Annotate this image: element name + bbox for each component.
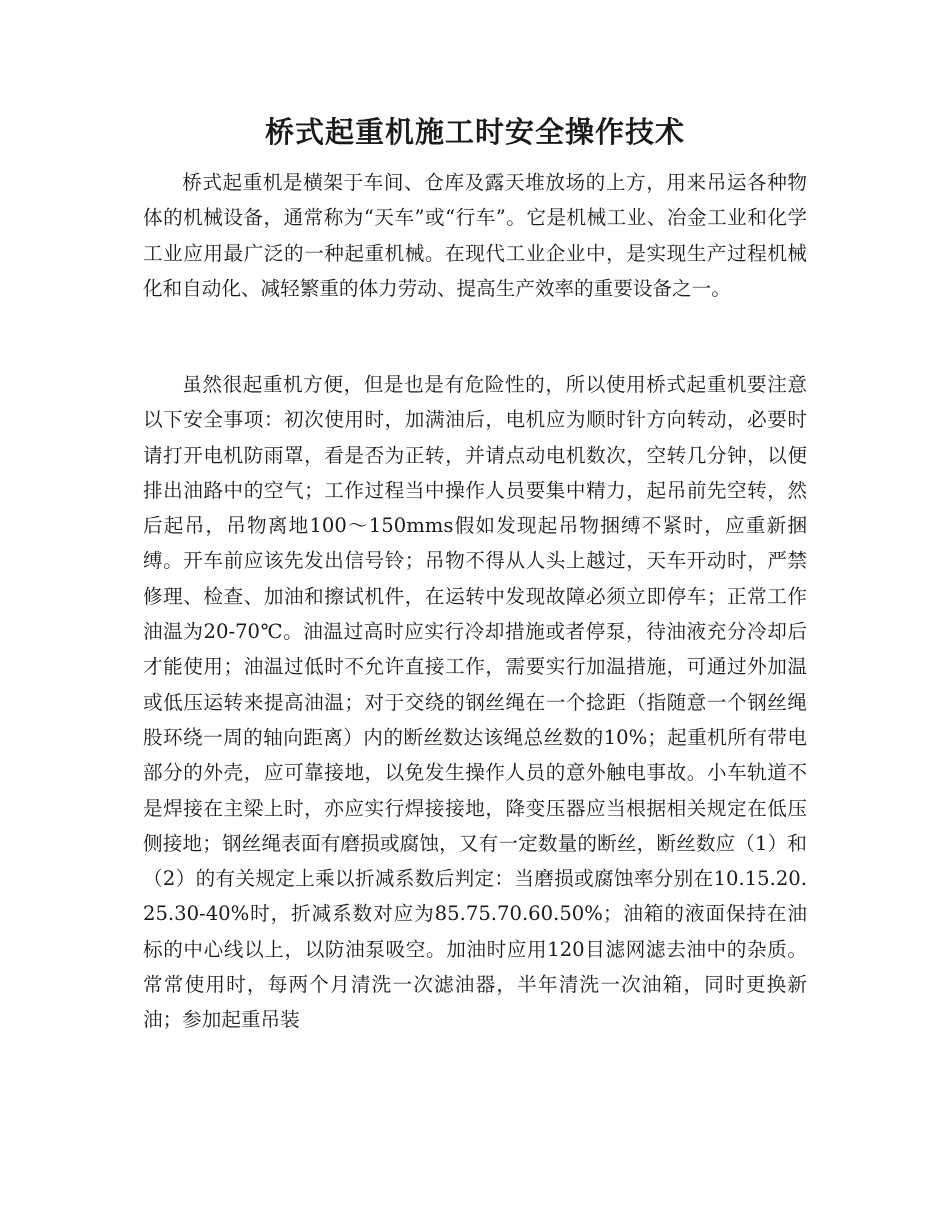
paragraph-intro: 桥式起重机是横架于车间、仓库及露天堆放场的上方，用来吊运各种物体的机械设备，通常称为“天车”或“行车”。它是机械工业、冶金工业和化学工业应用最广泛的一种起重机械。在现代工业企业中，是实现生产过程机械化和自动化、减轻繁重的体力劳动、提高生产效率的重要设备之一。 (143, 171, 807, 300)
document-title: 桥式起重机施工时安全操作技术 (264, 115, 685, 149)
paragraph-safety-notes: 虽然很起重机方便，但是也是有危险性的，所以使用桥式起重机要注意以下安全事项：初次使用时，加满油后，电机应为顺时针方向转动，必要时请打开电机防雨罩，看是否为正转，并请点动电机数次，空转几分钟，以便排出油路中的空气；工作过程当中操作人员要集中精力，起吊前先空转，然后起吊，吊物离地100～150mms假如发现起吊物捆缚不紧时，应重新捆缚。开车前应该先发出信号铃；吊物不得从人头上越过，天车开动时，严禁修理、检查、加油和擦试机件，在运转中发现故障必须立即停车；正常工作油温为20-70℃。油温过高时应实行冷却措施或者停泵，待油液充分冷却后才能使用；油温过低时不允许直接工作，需要实行加温措施，可通过外加温或低压运转来提高油温；对于交绕的钢丝绳在一个捻距（指随意一个钢丝绳股环绕一周的轴向距离）内的断丝数达该绳总丝数的10%；起重机所有带电部分的外壳，应可靠接地，以免发生操作人员的意外触电事故。小车轨道不是焊接在主梁上时，亦应实行焊接接地，降变压器应当根据相关规定在低压侧接地；钢丝绳表面有磨损或腐蚀，又有一定数量的断丝，断丝数应（1）和（2）的有关规定上乘以折减系数后判定：当磨损或腐蚀率分别在10.15.20.25.30-40%时，折减系数对应为85.75.70.60.50%；油箱的液面保持在油标的中心线以上，以防油泵吸空。加油时应用120目滤网滤去油中的杂质。常常使用时，每两个月清洗一次滤油器，半年清洗一次油箱，同时更换新油；参加起重吊装 (143, 373, 807, 1032)
